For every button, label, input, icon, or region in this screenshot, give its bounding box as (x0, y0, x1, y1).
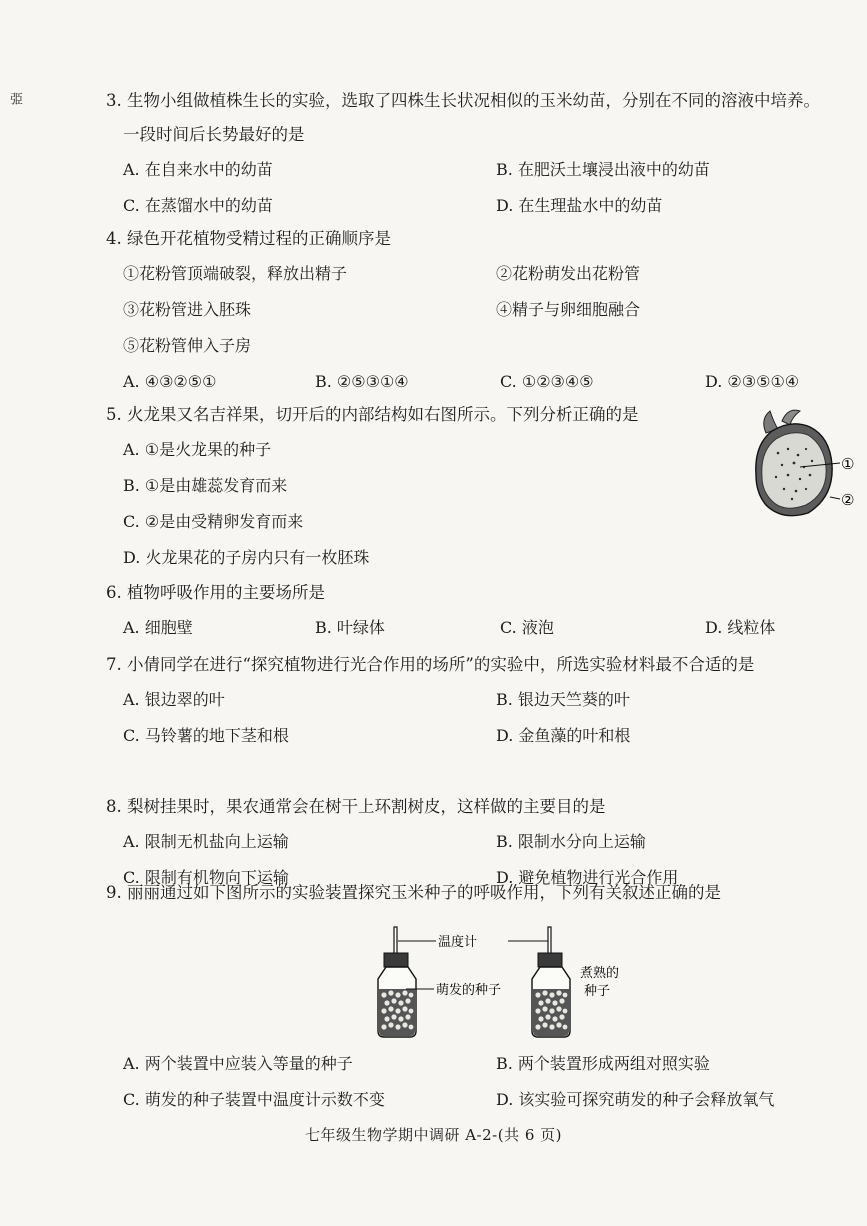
label-2: ② (841, 491, 855, 509)
page-footer: 七年级生物学期中调研 A-2-(共 6 页) (304, 1126, 563, 1144)
option-d[interactable]: D. 火龙果花的子房内只有一枚胚珠 (123, 548, 370, 567)
label-boiled-seeds-1: 煮熟的 (580, 966, 620, 981)
option-b[interactable]: B. 两个装置形成两组对照实验 (496, 1054, 710, 1073)
label-thermometer: 温度计 (438, 935, 478, 950)
option-d[interactable]: D. 避免植物进行光合作用 (496, 868, 679, 887)
question-stem: 7. 小倩同学在进行“探究植物进行光合作用的场所”的实验中，所选实验材料最不合适的是 (106, 655, 755, 674)
option-c[interactable]: C. 液泡 (500, 618, 554, 637)
option-b[interactable]: B. 银边天竺葵的叶 (496, 690, 630, 709)
question-6 (106, 576, 845, 646)
question-stem: 9. 丽丽通过如下图所示的实验装置探究玉米种子的呼吸作用，下列有关叙述正确的是 (106, 883, 721, 902)
question-3 (106, 84, 845, 224)
step-item: ⑤花粉管伸入子房 (123, 336, 252, 355)
step-item: ④精子与卵细胞融合 (496, 300, 641, 319)
margin-mark: 弫 (7, 92, 22, 105)
option-c[interactable]: C. 在蒸馏水中的幼苗 (123, 196, 273, 215)
question-stem-cont: 一段时间后长势最好的是 (123, 125, 305, 144)
option-a[interactable]: A. ①是火龙果的种子 (123, 440, 272, 459)
option-b[interactable]: B. 叶绿体 (315, 618, 385, 637)
option-c[interactable]: C. 萌发的种子装置中温度计示数不变 (123, 1090, 385, 1109)
question-stem: 4. 绿色开花植物受精过程的正确顺序是 (106, 229, 391, 248)
question-stem: 3. 生物小组做植株生长的实验，选取了四株生长状况相似的玉米幼苗，分别在不同的溶液中培养。 (106, 91, 820, 110)
option-d[interactable]: D. 在生理盐水中的幼苗 (496, 196, 663, 215)
step-item: ③花粉管进入胚珠 (123, 300, 252, 319)
question-7 (106, 648, 845, 754)
question-9-options (110, 1046, 845, 1118)
question-stem: 8. 梨树挂果时，果农通常会在树干上环割树皮，这样做的主要目的是 (106, 797, 606, 816)
option-b[interactable]: B. 在肥沃土壤浸出液中的幼苗 (496, 160, 710, 179)
option-d[interactable]: D. 该实验可探究萌发的种子会释放氧气 (496, 1090, 775, 1109)
option-d[interactable]: D. 金鱼藻的叶和根 (496, 726, 631, 745)
step-item: ②花粉萌发出花粉管 (496, 264, 641, 283)
label-boiled-seeds-2: 种子 (584, 984, 611, 999)
option-c[interactable]: C. 马铃薯的地下茎和根 (123, 726, 289, 745)
option-a[interactable]: A. 银边翠的叶 (123, 690, 225, 709)
option-b[interactable]: B. ②⑤③①④ (315, 372, 409, 391)
option-c[interactable]: C. 限制有机物向下运输 (123, 868, 289, 887)
option-d[interactable]: D. 线粒体 (705, 618, 776, 637)
option-a[interactable]: A. 细胞壁 (123, 618, 193, 637)
option-d[interactable]: D. ②③⑤①④ (705, 372, 800, 391)
question-5 (106, 398, 845, 576)
question-stem: 5. 火龙果又名吉祥果，切开后的内部结构如右图所示。下列分析正确的是 (106, 405, 639, 424)
step-item: ①花粉管顶端破裂，释放出精子 (123, 264, 348, 283)
option-b[interactable]: B. 限制水分向上运输 (496, 832, 646, 851)
question-4 (106, 222, 845, 400)
label-germinating-seeds: 萌发的种子 (436, 983, 502, 998)
question-9 (106, 876, 845, 910)
jar-germinating-seeds (378, 927, 416, 1037)
option-a[interactable]: A. ④③②⑤① (123, 372, 217, 391)
option-c[interactable]: C. ②是由受精卵发育而来 (123, 512, 304, 531)
option-a[interactable]: A. 限制无机盐向上运输 (123, 832, 289, 851)
label-1: ① (841, 455, 855, 473)
option-b[interactable]: B. ①是由雄蕊发育而来 (123, 476, 288, 495)
respiration-apparatus-figure (358, 923, 638, 1045)
option-c[interactable]: C. ①②③④⑤ (500, 372, 594, 391)
option-a[interactable]: A. 在自来水中的幼苗 (123, 160, 273, 179)
question-stem: 6. 植物呼吸作用的主要场所是 (106, 583, 325, 602)
jar-boiled-seeds (532, 927, 570, 1037)
pitaya-cross-section-figure (748, 405, 858, 523)
option-a[interactable]: A. 两个装置中应装入等量的种子 (123, 1054, 353, 1073)
